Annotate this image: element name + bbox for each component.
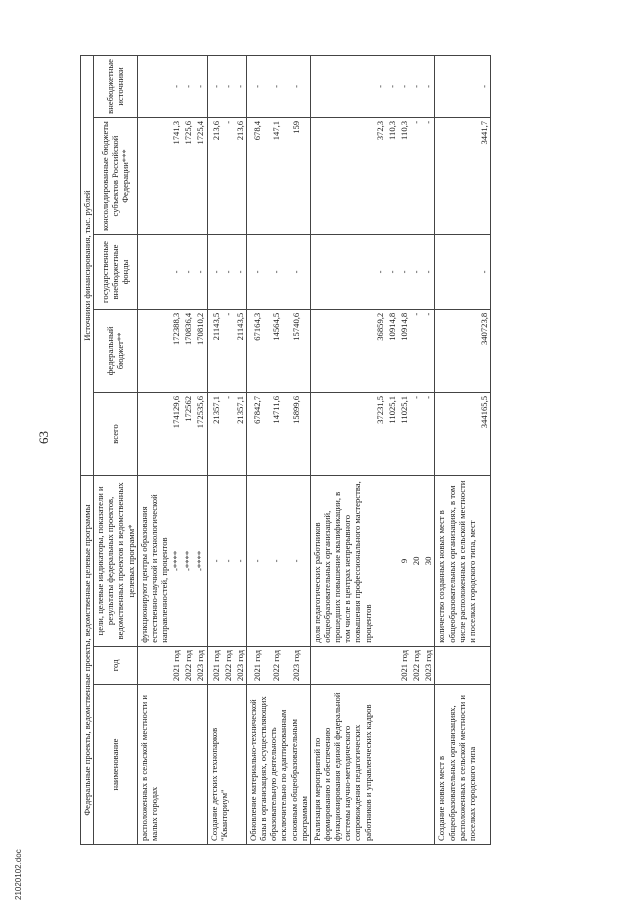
row-federal: 15740,6 [290,309,310,392]
row-empty-cell [435,309,478,392]
row-total: 174129,6 [170,392,182,475]
row-regional: 213,6 [210,117,222,234]
row-regional: 1725,6 [182,117,194,234]
header-extra: внебюджетные источники [94,56,138,118]
header-state-funds: государственные внебюджетные фонды [94,235,138,310]
table-row [310,56,373,845]
rotated-table-container [80,55,560,845]
row-regional: 159 [290,117,310,234]
row-empty-cell [310,56,373,118]
row-empty-cell [137,56,170,118]
header-federal: федеральный бюджет** [94,309,138,392]
row-empty-cell [137,392,170,475]
row-extra: - [210,56,222,118]
row-extra: - [234,56,247,118]
row-goal-value: 20 [410,476,422,647]
row-extra: - [182,56,194,118]
row-federal: 170836,4 [182,309,194,392]
row-federal: 14564,5 [270,309,290,392]
row-name: Реализация мероприятий по формированию и обеспечению функционирования единой федеральной системы научно-методического сопровождения педагогических работников и управленческих кадров [310,685,435,845]
row-year [374,646,386,684]
table-header [81,56,138,845]
row-state-funds: - [398,235,410,310]
row-year [310,646,373,684]
row-total: 37231,5 [374,392,386,475]
row-extra: - [478,56,491,118]
row-total: 11025,1 [398,392,410,475]
row-year: 2023 год [290,646,310,684]
header-regional: консолидированные бюджеты субъектов Российской Федерации*** [94,117,138,234]
row-regional: 678,4 [251,117,271,234]
row-regional: 147,1 [270,117,290,234]
row-federal: 21143,5 [234,309,247,392]
row-goal-value: - [270,476,290,647]
row-federal: - [410,309,422,392]
row-year [386,646,398,684]
row-goal-description: доля педагогических работников общеобразовательных организаций, прошедших повышение квалификации, в том числе в центрах непрерывного повышения профессионального мастерства, процентов [310,476,373,647]
row-year: 2023 год [422,646,435,684]
row-goal-value: 9 [398,476,410,647]
row-regional: 372,3 [374,117,386,234]
row-empty-cell [137,117,170,234]
row-state-funds: - [374,235,386,310]
row-regional: 110,3 [386,117,398,234]
row-total: 21357,1 [234,392,247,475]
table-row [137,56,170,845]
row-total: 172562 [182,392,194,475]
row-federal: - [222,309,234,392]
row-state-funds: - [222,235,234,310]
row-year [137,646,170,684]
row-name: Создание новых мест в общеобразовательных организациях, расположенных в сельской местности и поселках городского типа [435,685,491,845]
row-empty-cell [435,117,478,234]
row-goal-value [386,476,398,647]
row-year: 2023 год [194,646,207,684]
row-state-funds: - [478,235,491,310]
row-federal: 170810,2 [194,309,207,392]
row-state-funds: - [251,235,271,310]
row-extra: - [374,56,386,118]
row-year: 2021 год [170,646,182,684]
row-total: 67842,7 [251,392,271,475]
row-year: 2022 год [222,646,234,684]
row-year: 2022 год [270,646,290,684]
row-empty-cell [310,392,373,475]
header-group-projects: Федеральные проекты, ведомственные проекты, ведомственные целевые программы [81,476,94,845]
page-number: 63 [36,431,51,444]
row-state-funds: - [410,235,422,310]
row-state-funds: - [210,235,222,310]
row-name: расположенных в сельской местности и малых городах [137,685,207,845]
row-goal-value: - [210,476,222,647]
row-state-funds: - [386,235,398,310]
row-extra: - [170,56,182,118]
table-row [435,56,478,845]
row-federal: 10914,8 [398,309,410,392]
funding-table [80,55,491,845]
row-regional: 1741,3 [170,117,182,234]
row-goal-value: -**** [194,476,207,647]
row-goal-description: количество созданных новых мест в общеобразовательных организациях, в том числе расположенных в сельской местности и поселках городского типа, мест [435,476,478,647]
row-goal-value: - [251,476,271,647]
table-body [137,56,490,845]
row-extra: - [422,56,435,118]
row-total: - [222,392,234,475]
row-regional: 3441,7 [478,117,491,234]
row-extra: - [270,56,290,118]
row-extra: - [290,56,310,118]
row-year [478,646,491,684]
row-total: 172535,6 [194,392,207,475]
row-regional: 110,3 [398,117,410,234]
row-regional: - [410,117,422,234]
row-empty-cell [435,392,478,475]
row-total: 344165,5 [478,392,491,475]
row-federal: - [422,309,435,392]
row-extra: - [386,56,398,118]
header-group-funding: Источники финансирования, тыс. рублей [81,56,94,476]
row-name: Создание детских технопарков "Кванториум" [207,685,246,845]
row-year: 2022 год [182,646,194,684]
row-empty-cell [435,56,478,118]
row-year: 2021 год [210,646,222,684]
row-extra: - [398,56,410,118]
row-year: 2022 год [410,646,422,684]
row-empty-cell [310,235,373,310]
row-goal-value: -**** [170,476,182,647]
row-goal-value: -**** [182,476,194,647]
row-goal-value [478,476,491,647]
row-state-funds: - [270,235,290,310]
row-total: 15899,6 [290,392,310,475]
row-year: 2023 год [234,646,247,684]
row-state-funds: - [234,235,247,310]
row-state-funds: - [290,235,310,310]
row-name: Обновление материально-технической базы в организациях, осуществляющих образовательную деятельность исключительно по адаптированным основным общеобразовательным программам [246,685,310,845]
row-goal-value: 30 [422,476,435,647]
row-total: - [410,392,422,475]
row-federal: 10914,8 [386,309,398,392]
footer-file-name: 21020102.doc [14,849,23,900]
row-goal-value: - [234,476,247,647]
row-extra: - [410,56,422,118]
row-year: 2021 год [398,646,410,684]
row-regional: 213,6 [234,117,247,234]
row-state-funds: - [422,235,435,310]
row-federal: 172388,3 [170,309,182,392]
row-extra: - [194,56,207,118]
header-year: год [94,646,138,684]
row-year: 2021 год [251,646,271,684]
row-regional: - [222,117,234,234]
row-goal-value: - [290,476,310,647]
row-empty-cell [310,309,373,392]
row-empty-cell [310,117,373,234]
row-regional: 1725,4 [194,117,207,234]
header-total: всего [94,392,138,475]
row-year [435,646,478,684]
row-total: 14711,6 [270,392,290,475]
row-total: 11025,1 [386,392,398,475]
row-state-funds: - [182,235,194,310]
row-federal: 340723,8 [478,309,491,392]
row-goal-value: - [222,476,234,647]
row-regional: - [422,117,435,234]
row-federal: 67164,3 [251,309,271,392]
header-name: наименование [94,685,138,845]
header-goals: цели, целевые индикаторы, показатели и результаты федеральных проектов, ведомственных проектов и ведомственных целевых программ* [94,476,138,647]
row-empty-cell [137,309,170,392]
row-total: - [422,392,435,475]
row-extra: - [251,56,271,118]
row-empty-cell [435,235,478,310]
row-state-funds: - [170,235,182,310]
row-empty-cell [137,235,170,310]
row-federal: 36859,2 [374,309,386,392]
row-state-funds: - [194,235,207,310]
row-extra: - [222,56,234,118]
row-goal-value [374,476,386,647]
row-goal-description: функционируют центры образования естественно-научной и технологической направленностей, процентов [137,476,170,647]
row-total: 21357,1 [210,392,222,475]
row-federal: 21143,5 [210,309,222,392]
